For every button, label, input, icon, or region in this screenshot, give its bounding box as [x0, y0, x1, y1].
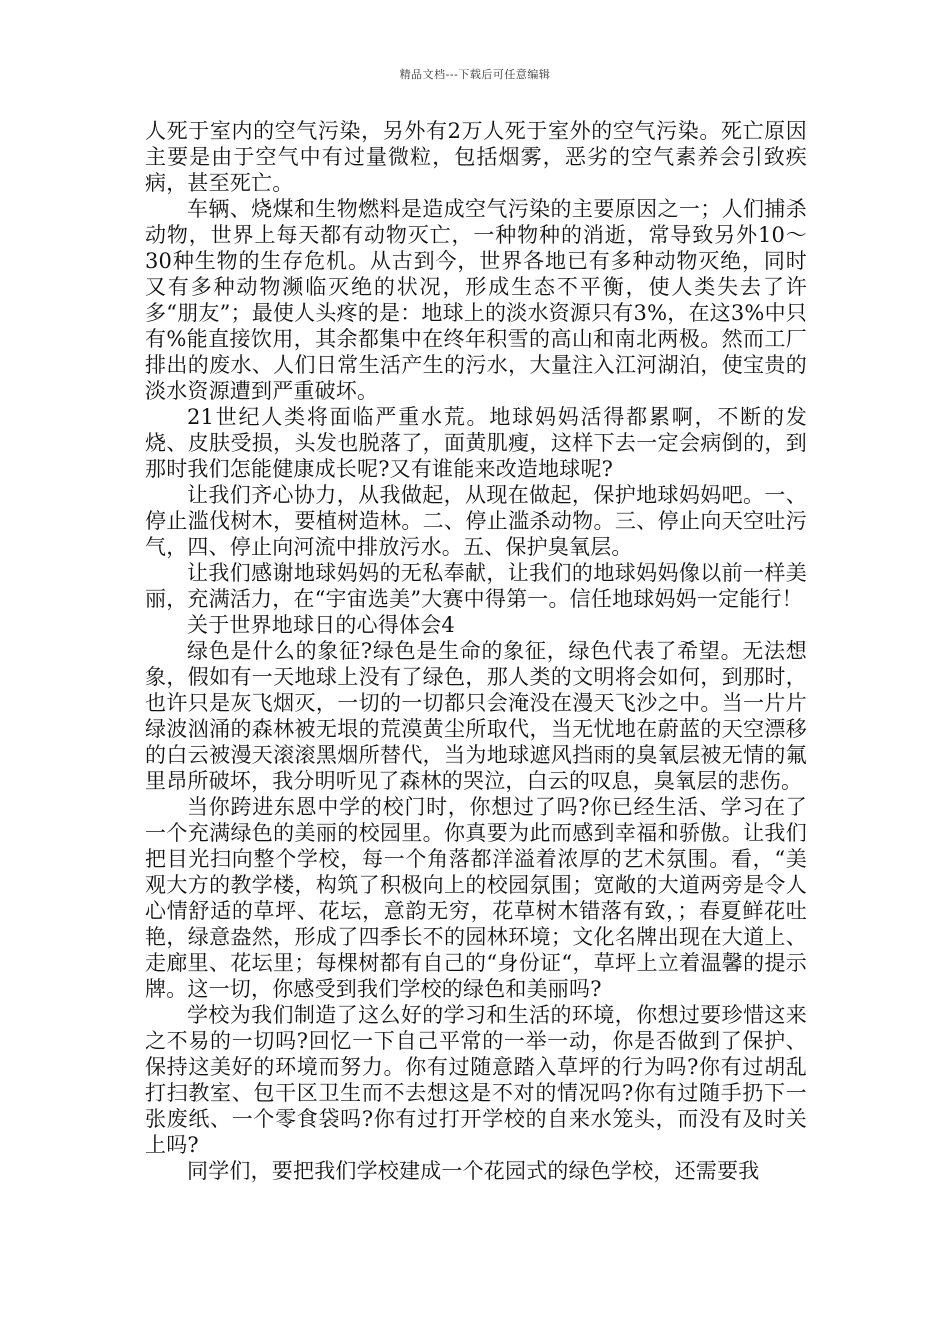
paragraph-call-to-action: 让我们齐心协力，从我做起，从现在做起，保护地球妈妈吧。一、停止滥伐树木，要植树造林。二、停止滥杀动物。三、停止向天空吐污气，四、停止向河流中排放污水。五、保护臭氧层。: [145, 483, 807, 559]
paragraph-continuation: 人死于室内的空气污染，另外有2万人死于室外的空气污染。死亡原因主要是由于空气中有过量微粒，包括烟雾，恶劣的空气素养会引致疾病，甚至死亡。: [145, 119, 807, 195]
section-heading: 关于世界地球日的心得体会4: [187, 613, 455, 637]
document-body: [145, 118, 807, 1184]
paragraph-water-shortage: 21世纪人类将面临严重水荒。地球妈妈活得都累啊，不断的发烧、皮肤受损，头发也脱落了，面黄肌瘦，这样下去一定会病倒的，到那时我们怎能健康成长呢?又有谁能来改造地球呢?: [145, 405, 807, 481]
page-header: 精品文档---下载后可任意编辑: [399, 68, 551, 81]
paragraph-school-campus: 当你跨进东恩中学的校门时，你想过了吗?你已经生活、学习在了一个充满绿色的美丽的校园里。你真要为此而感到幸福和骄傲。让我们把目光扫向整个学校，每一个角落都洋溢着浓厚的艺术氛围。看，“美观大方的教学楼，构筑了积极向上的校园氛围；宽敞的大道两旁是令人心情舒适的草坪、花坛，意韵无穷，花草树木错落有致，；春夏鲜花吐艳，绿意盎然，形成了四季长不的园林环境；文化名牌出现在大道上、走廊里、花坛里；每棵树都有自己的“身份证“，草坪上立着温馨的提示牌。这一切，你感受到我们学校的绿色和美丽吗?: [145, 795, 807, 1001]
paragraph-thanks: 让我们感谢地球妈妈的无私奉献，让我们的地球妈妈像以前一样美丽，充满活力，在“宇宙选美”大赛中得第一。信任地球妈妈一定能行！: [145, 561, 807, 611]
paragraph-pollution-causes: 车辆、烧煤和生物燃料是造成空气污染的主要原因之一；人们捕杀动物，世界上每天都有动物灭亡，一种物种的消逝，常导致另外10～30种生物的生存危机。从古到今，世界各地已有多种动物灭绝，同时又有多种动物濒临灭绝的状况，形成生态不平衡，使人类失去了许多“朋友”；最使人头疼的是：地球上的淡水资源只有3%，在这3%中只有%能直接饮用，其余都集中在终年积雪的高山和南北两极。然而工厂排出的废水、人们日常生活产生的污水，大量注入江河湖泊，使宝贵的淡水资源遭到严重破坏。: [145, 197, 807, 403]
paragraph-closing: 同学们，要把我们学校建成一个花园式的绿色学校，还需要我: [187, 1159, 760, 1183]
paragraph-green-symbol: 绿色是什么的象征?绿色是生命的象征，绿色代表了希望。无法想象，假如有一天地球上没有了绿色，那人类的文明将会如何，到那时，也许只是灰飞烟灭，一切的一切都只会淹没在漫天飞沙之中。当一片片绿波汹涌的森林被无垠的荒漠黄尘所取代，当无忧地在蔚蓝的天空漂移的白云被漫天滚滚黑烟所替代，当为地球遮风挡雨的臭氧层被无情的氟里昂所破坏，我分明听见了森林的哭泣，白云的叹息，臭氧层的悲伤。: [145, 639, 807, 793]
paragraph-cherish-environment: 学校为我们制造了这么好的学习和生活的环境，你想过要珍惜这来之不易的一切吗?回忆一下自己平常的一举一动，你是否做到了保护、保持这美好的环境而努力。你有过随意踏入草坪的行为吗?你有过胡乱打扫教室、包干区卫生而不去想这是不对的情况吗?你有过随手扔下一张废纸、一个零食袋吗?你有过打开学校的自来水笼头，而没有及时关上吗?: [145, 1003, 807, 1157]
